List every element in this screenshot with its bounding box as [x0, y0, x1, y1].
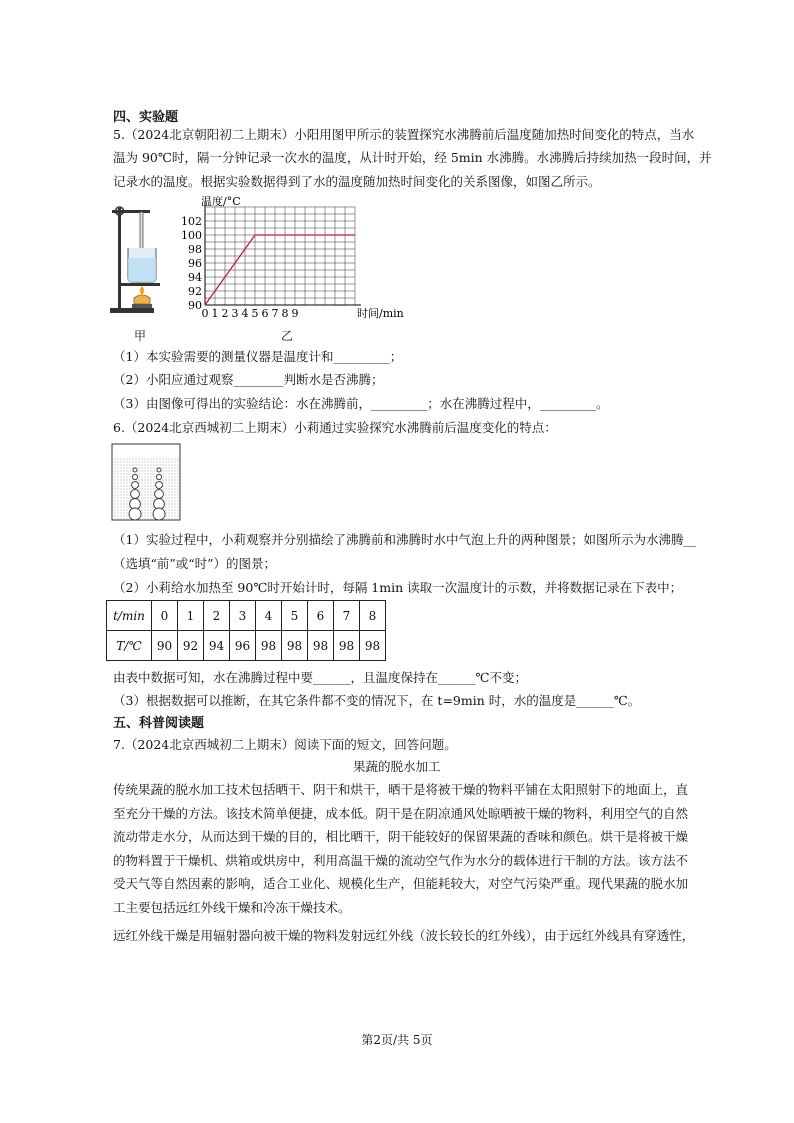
iron-ring: [120, 283, 160, 286]
section-heading-experiment: 四、实验题: [113, 110, 179, 125]
q5-line-1: 5.（2024北京朝阳初二上期末）小阳用图甲所示的装置探究水沸腾前后温度随加热时间变化的特点，当水: [113, 127, 695, 142]
y-tick-label: 96: [188, 257, 202, 270]
alcohol-lamp: [134, 295, 150, 304]
table-cell: 92: [178, 631, 204, 661]
table-header-time: t/min: [107, 601, 152, 631]
x-tick-label: 1: [211, 307, 219, 320]
table-cell: 8: [360, 601, 386, 631]
q5-line-3: 记录水的温度。根据实验数据得到了水的温度随加热时间变化的关系图像，如图乙所示。: [113, 174, 601, 189]
q6-sub-1-line-1: （1）实验过程中，小莉观察并分别描绘了沸腾前和沸腾时水中气泡上升的两种图景；如图所示为水沸腾__: [113, 532, 696, 547]
q6-sub-3: （3）根据数据可以推断，在其它条件都不变的情况下，在 t=9min 时，水的温度是______℃。: [113, 693, 641, 708]
q5-sub-1: （1）本实验需要的测量仪器是温度计和_________；: [113, 349, 403, 364]
q5-line-2: 温为 90℃时，隔一分钟记录一次水的温度，从计时开始，经 5min 水沸腾。水沸腾后持续加热一段时间，并: [113, 150, 712, 165]
bubble: [132, 474, 137, 479]
q6-after-table: 由表中数据可知，水在沸腾过程中要______，且温度保持在______℃不变；: [113, 670, 527, 685]
data-table: [106, 600, 386, 661]
q7-line-1: 7.（2024北京西城初二上期末）阅读下面的短文，回答问题。: [113, 737, 457, 752]
temperature-time-chart: [175, 190, 404, 330]
table-cell: 90: [152, 631, 178, 661]
article-title: 果蔬的脱水加工: [353, 759, 441, 774]
x-tick-label: 5: [251, 307, 259, 320]
figure-a-label: 甲: [134, 329, 147, 343]
lamp-base: [132, 304, 152, 308]
bubble: [131, 490, 140, 499]
table-row: [107, 601, 386, 631]
y-tick-label: 102: [181, 215, 202, 228]
bubble-figure: [111, 443, 181, 521]
table-cell: 98: [308, 631, 334, 661]
bubble: [129, 508, 141, 520]
x-tick-label: 4: [241, 307, 249, 320]
table-header-temp: T/℃: [107, 631, 152, 661]
y-tick-label: 92: [188, 285, 202, 298]
y-tick-label: 98: [188, 243, 202, 256]
clamp-arm: [112, 210, 150, 213]
flame: [140, 286, 144, 296]
table-row: [107, 631, 386, 661]
stand-base: [110, 308, 154, 313]
x-tick-label: 0: [201, 307, 209, 320]
table-cell: 96: [230, 631, 256, 661]
table-cell: 94: [204, 631, 230, 661]
table-cell: 1: [178, 601, 204, 631]
table-cell: 5: [282, 601, 308, 631]
table-cell: 6: [308, 601, 334, 631]
bubble: [133, 468, 137, 472]
y-tick-label: 100: [181, 229, 202, 242]
x-tick-label: 3: [231, 307, 239, 320]
table-cell: 98: [282, 631, 308, 661]
bubble: [157, 468, 161, 472]
table-cell: 4: [256, 601, 282, 631]
q5-sub-2: （2）小阳应通过观察________判断水是否沸腾；: [113, 372, 384, 387]
table-cell: 2: [204, 601, 230, 631]
bubble: [155, 490, 164, 499]
y-axis-label: 温度/°C: [201, 195, 241, 208]
beaker-water: [128, 258, 156, 282]
x-tick-label: 2: [221, 307, 229, 320]
table-cell: 7: [334, 601, 360, 631]
bubble: [153, 508, 165, 520]
stand-rod: [118, 208, 121, 310]
x-tick-label: 6: [261, 307, 269, 320]
figure-b-label: 乙: [281, 329, 294, 343]
x-tick-label: 7: [271, 307, 279, 320]
table-cell: 98: [360, 631, 386, 661]
bubble: [132, 482, 139, 489]
table-cell: 3: [230, 601, 256, 631]
x-tick-label: 9: [291, 307, 299, 320]
table-cell: 98: [334, 631, 360, 661]
q5-sub-3: （3）由图像可得出的实验结论：水在沸腾前，_________；水在沸腾过程中，_________。: [113, 396, 609, 411]
article-paragraph-2: 远红外线干燥是用辐射器向被干燥的物料发射远红外线（波长较长的红外线），由于远红外线具有穿透性，: [113, 928, 695, 943]
x-axis-label: 时间/min: [357, 307, 404, 320]
table-cell: 98: [256, 631, 282, 661]
table-cell: 0: [152, 601, 178, 631]
article-paragraph-1: 传统果蔬的脱水加工技术包括晒干、阴干和烘干，晒干是将被干燥的物料平铺在太阳照射下的地面上，直至充分干燥的方法。该技术简单便捷，成本低。阴干是在阴凉通风处晾晒被干燥的物料，利用空气的自然流动带走水分，从而达到干燥的目的，相比晒干，阴干能较好的保留果蔬的香味和颜色。烘干是将被干燥的物料置于干燥机、烘箱或烘房中，利用高温干燥的流动空气作为水分的载体进行干制的方法。该方法不受天气等自然因素的影响，适合工业化、规模化生产，但能耗较大，对空气污染严重。现代果蔬的脱水加工主要包括远红外线干燥和冷冻干燥技术。: [113, 782, 689, 915]
section-heading-reading: 五、科普阅读题: [113, 716, 205, 731]
y-tick-label: 90: [188, 299, 202, 312]
water-area: [113, 457, 179, 519]
q6-sub-2: （2）小莉给水加热至 90℃时开始计时，每隔 1min 读取一次温度计的示数，并将数据记录在下表中；: [113, 580, 683, 595]
q6-sub-1-line-2: （选填“前”或“时”）的图景；: [113, 556, 277, 571]
q6-line-1: 6.（2024北京西城初二上期末）小莉通过实验探究水沸腾前后温度变化的特点：: [113, 420, 557, 435]
bubble: [156, 482, 163, 489]
boiling-apparatus-figure: [106, 200, 166, 320]
y-tick-label: 94: [188, 271, 202, 284]
bubble: [156, 474, 161, 479]
x-tick-label: 8: [281, 307, 289, 320]
page-footer: 第2页/共 5页: [361, 1033, 433, 1047]
